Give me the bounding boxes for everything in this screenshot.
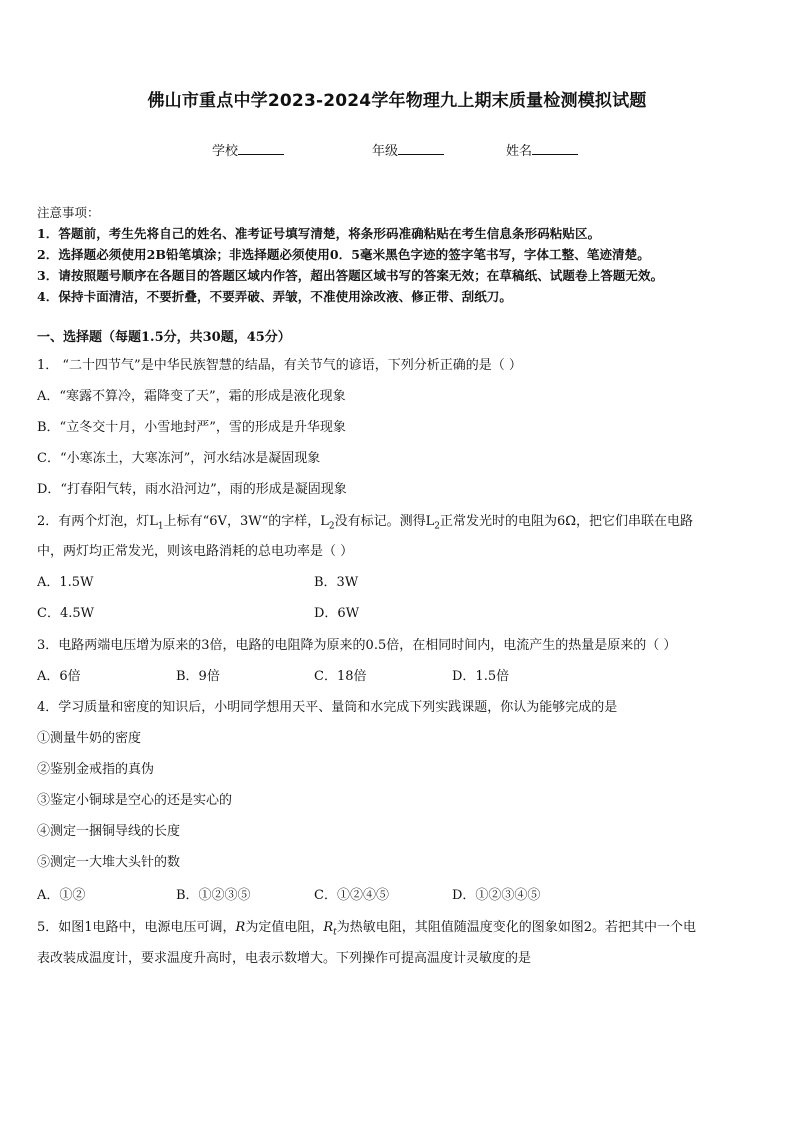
question-5-stem-cont: 表改装成温度计，要求温度升高时，电表示数增大。下列操作可提高温度计灵敏度的是	[37, 951, 532, 966]
question-2-stem: 2．有两个灯泡，灯$L_1$上标有“6V，3W“的字样，$L_2$没有标记。测得$L_2$正常发光时的电阻为6Ω，把它们串联在电路	[37, 514, 694, 532]
grade-field	[372, 140, 444, 159]
question-4-option-c: C．①②④⑤	[314, 888, 389, 903]
question-1-option-c: C．“小寒冻土，大寒冻河”，河水结冰是凝固现象	[37, 451, 321, 466]
question-3-stem: 3．电路两端电压增为原来的3倍，电路的电阻降为原来的0.5倍，在相同时间内，电流产生的热量是原来的（ ）	[37, 638, 677, 653]
question-4-item: ②鉴别金戒指的真伪	[37, 762, 155, 777]
question-1-option-d: D．“打春阳气转，雨水沿河边”，雨的形成是凝固现象	[37, 482, 347, 497]
question-2-option-a: A．1.5W	[37, 575, 94, 590]
question-4-item: ⑤测定一大堆大头针的数	[37, 855, 181, 870]
notice-item: 3．请按照题号顺序在各题目的答题区域内作答，超出答题区域书写的答案无效；在草稿纸、试题卷上答题无效。	[37, 268, 664, 283]
question-4-stem: 4．学习质量和密度的知识后，小明同学想用天平、量筒和水完成下列实践课题，你认为能够完成的是	[37, 700, 618, 715]
question-1-stem: 1． “二十四节气”是中华民族智慧的结晶，有关节气的谚语，下列分析正确的是（ ）	[37, 358, 522, 373]
question-5-stem: 5．如图1电路中，电源电压可调，R为定值电阻，$R_t$为热敏电阻，其阻值随温度变化的图象如图2。若把其中一个电	[37, 920, 697, 938]
question-3-option-a: A．6倍	[37, 669, 81, 684]
page-title: 佛山市重点中学2023-2024学年物理九上期末质量检测模拟试题	[147, 91, 647, 111]
notice-item: 1．答题前，考生先将自己的姓名、准考证号填写清楚，将条形码准确粘贴在考生信息条形码粘贴区。	[37, 226, 601, 241]
notice-heading: 注意事项：	[37, 205, 100, 220]
notice-item: 4．保持卡面清洁，不要折叠，不要弄破、弄皱，不准使用涂改液、修正带、刮纸刀。	[37, 289, 512, 304]
question-4-option-a: A．①②	[37, 888, 86, 903]
question-4-item: ③鉴定小铜球是空心的还是实心的	[37, 793, 233, 808]
question-3-option-d: D．1.5倍	[452, 669, 510, 684]
question-4-item: ①测量牛奶的密度	[37, 731, 142, 746]
question-2-option-c: C．4.5W	[37, 606, 94, 621]
question-3-option-c: C．18倍	[314, 669, 367, 684]
question-1-option-b: B．“立冬交十月，小雪地封严”，雪的形成是升华现象	[37, 420, 346, 435]
question-1-option-a: A．“寒露不算冷，霜降变了天”，霜的形成是液化现象	[37, 389, 346, 404]
grade-blank[interactable]	[398, 142, 444, 155]
notice-item: 2．选择题必须使用2B铅笔填涂；非选择题必须使用0．5毫米黑色字迹的签字笔书写，字体工整、笔迹清楚。	[37, 247, 650, 262]
name-field	[506, 140, 578, 159]
section-heading: 一、选择题（每题1.5分，共30题，45分）	[37, 330, 291, 345]
question-4-option-d: D．①②③④⑤	[452, 888, 541, 903]
question-2-option-b: B．3W	[314, 575, 359, 590]
question-4-option-b: B．①②③⑤	[176, 888, 251, 903]
question-2-stem-cont: 中，两灯均正常发光，则该电路消耗的总电功率是（ ）	[37, 544, 354, 559]
school-field	[212, 140, 284, 159]
name-label: 姓名	[506, 144, 533, 159]
question-3-option-b: B．9倍	[176, 669, 220, 684]
name-blank[interactable]	[532, 142, 578, 155]
school-label: 学校	[212, 144, 239, 159]
question-4-item: ④测定一捆铜导线的长度	[37, 824, 181, 839]
question-2-option-d: D．6W	[314, 606, 360, 621]
grade-label: 年级	[372, 144, 399, 159]
school-blank[interactable]	[238, 142, 284, 155]
